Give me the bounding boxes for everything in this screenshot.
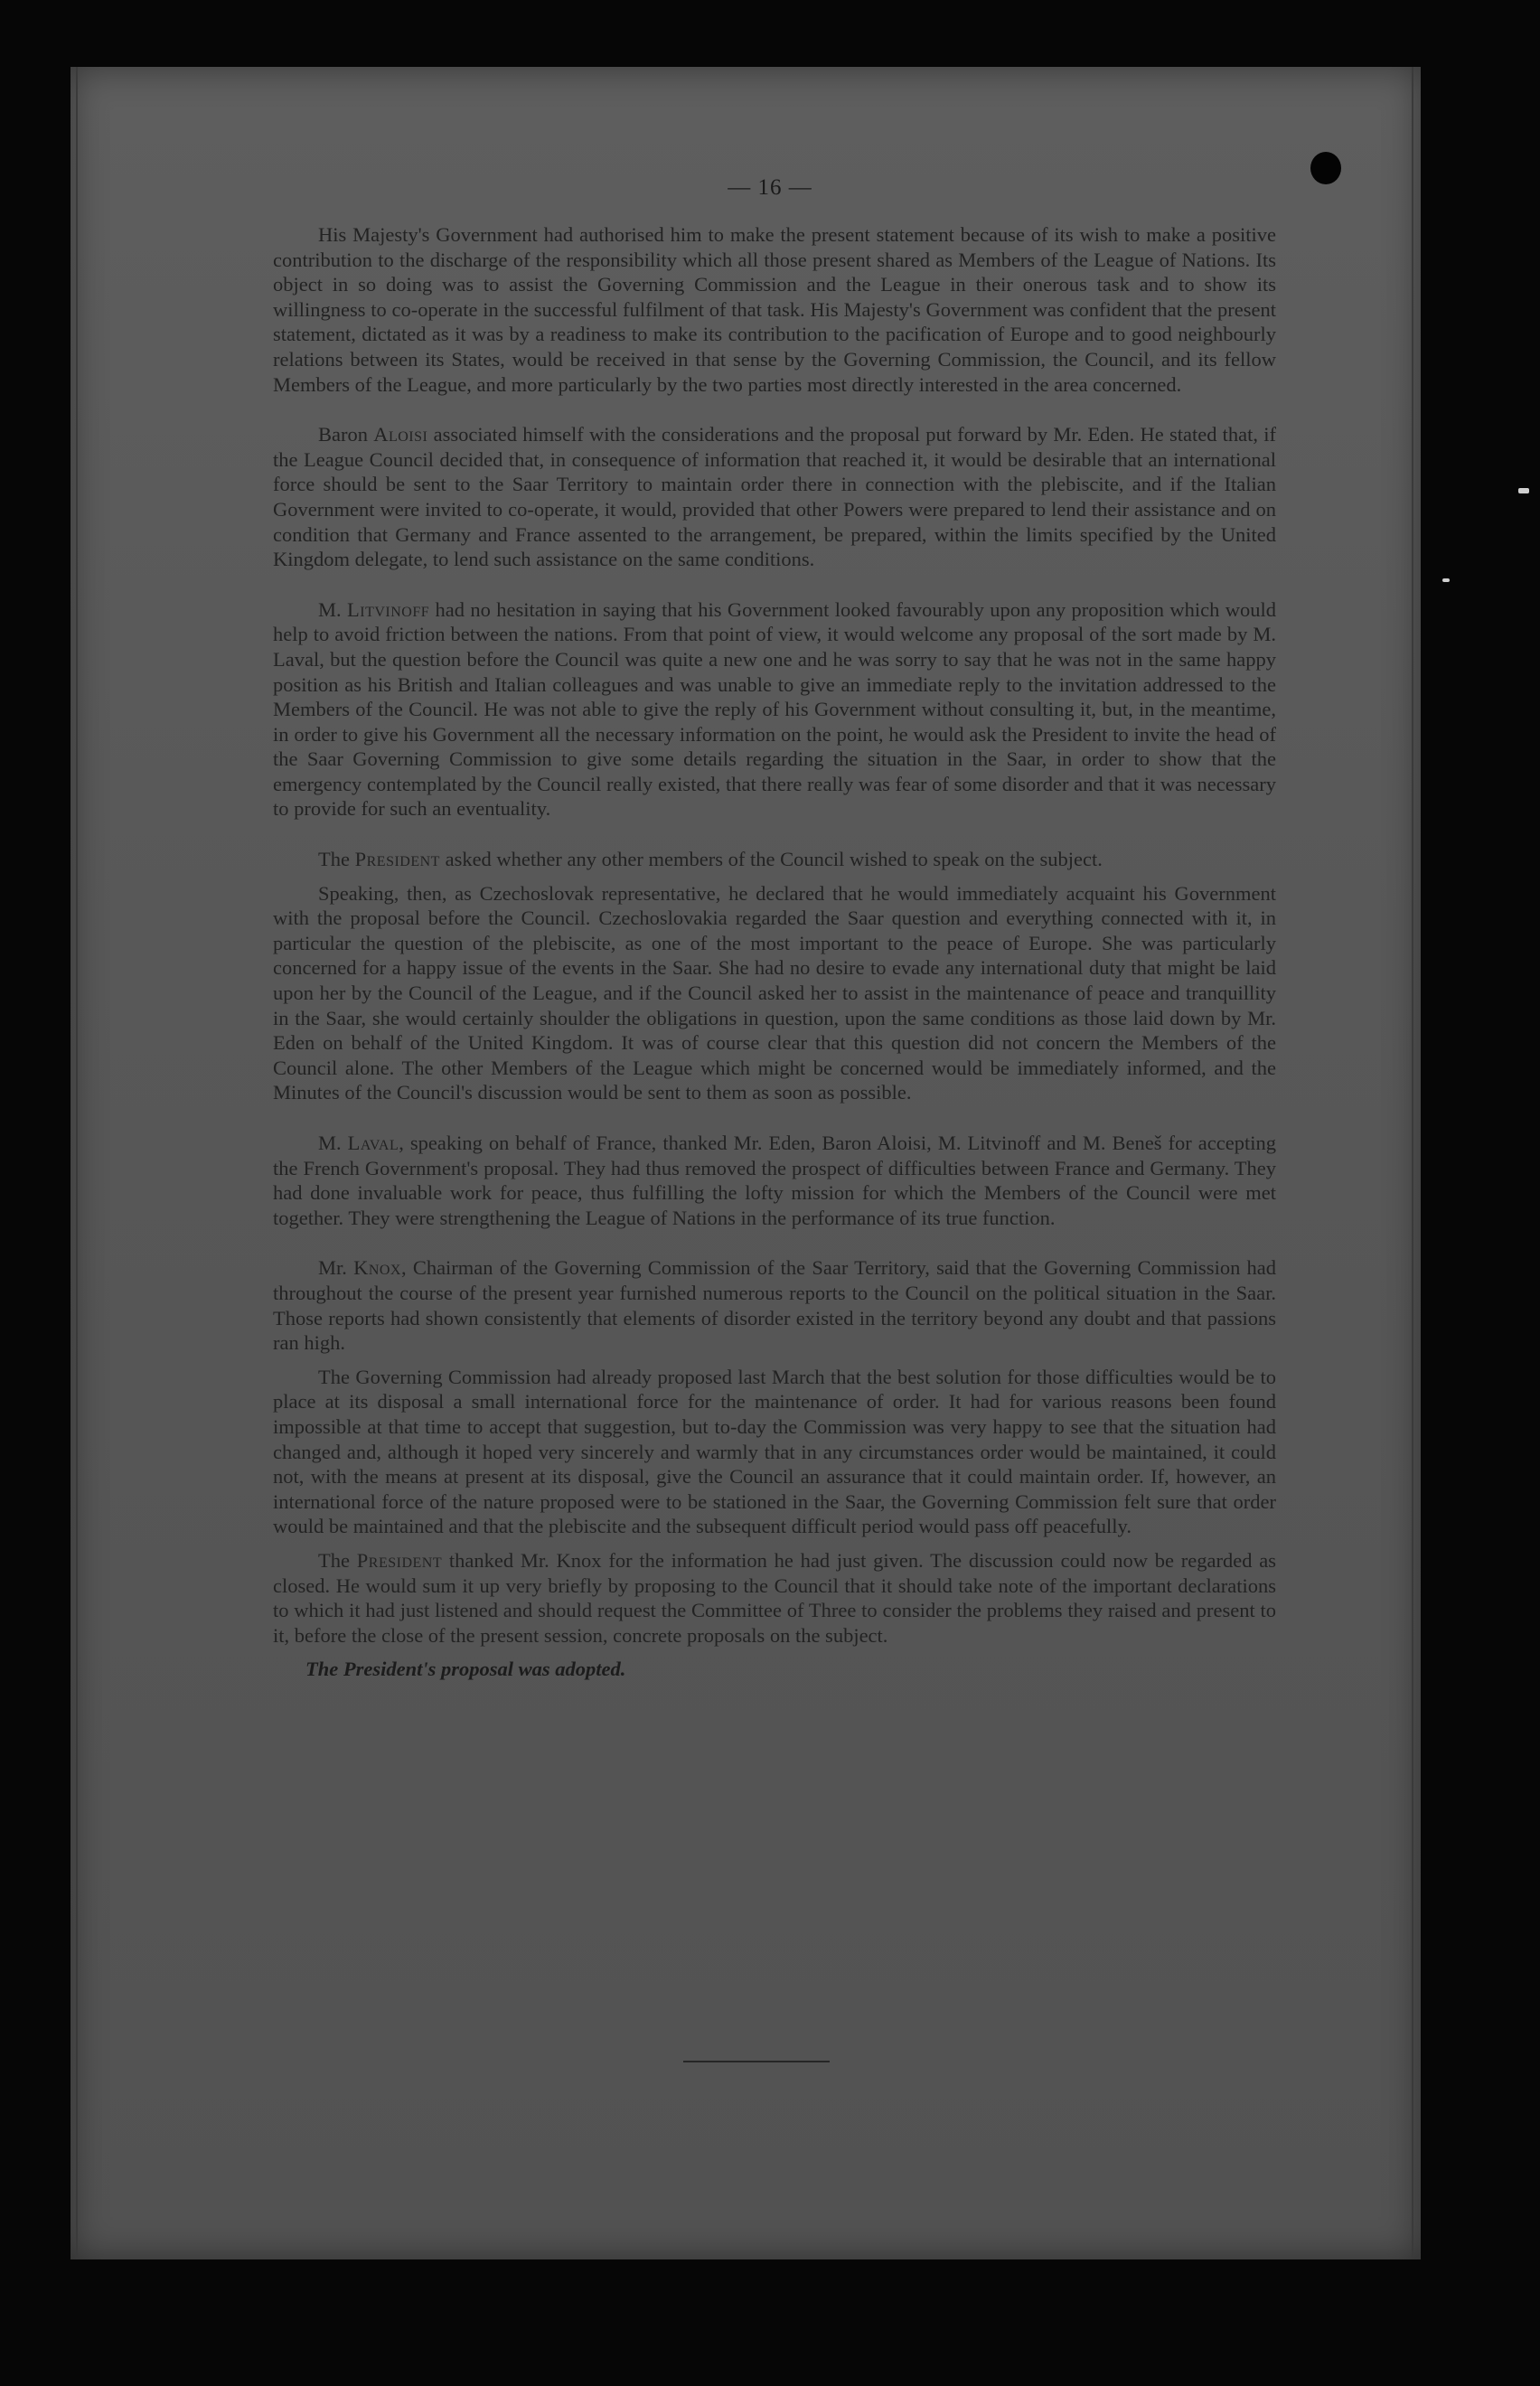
page-left-edge xyxy=(76,67,78,2259)
speaker-name: President xyxy=(356,1548,443,1572)
dust-speck xyxy=(1442,578,1450,582)
paragraph-government-statement: His Majesty's Government had authorised him to make the present statement because of its wish to make a positive contribution to the discharge of the responsibility which all those present shared as Members of the League of Nations. Its object in so doing was to assist the Governing Commission and the League in their onerous task and to show its willingness to co-operate in the successful fulfilment of that task. His Majesty's Government was confident that the present statement, dictated as it was by a readiness to make its contribution to the pacification of Europe and to good neighbourly relations between its States, would be received in that sense by the Governing Commission, the Council, and its fellow Members of the League, and more particularly by the two parties most directly interested in the area concerned. xyxy=(273,223,1276,396)
speaker-name: Knox xyxy=(353,1256,401,1280)
dust-speck xyxy=(1518,488,1529,493)
section-end-rule xyxy=(683,2061,830,2062)
page-right-edge xyxy=(1412,67,1413,2259)
page-number: — 16 — xyxy=(728,175,812,200)
document-body xyxy=(273,222,1276,1682)
paragraph-czechoslovak-statement: Speaking, then, as Czechoslovak representative, he declared that he would immediately acquaint his Government with the proposal before the Council. Czechoslovakia regarded the Saar question and everything connected with it, in particular the question of the plebiscite, as one of the most important to the peace of Europe. She was particularly concerned for a happy issue of the events in the Saar. She had no desire to evade any international duty that might be laid upon her by the Council of the League, and if the Council asked her to assist in the maintenance of peace and tranquillity in the Saar, she would certainly shoulder the obligations in question, upon the same conditions as those laid down by Mr. Eden on behalf of the United Kingdom. It was of course clear that this question did not concern the Members of the Council alone. The other Members of the League which might be concerned would be immediately informed, and the Minutes of the Council's discussion would be sent to them as soon as possible. xyxy=(273,881,1276,1104)
speaker-name: President xyxy=(354,848,440,871)
speaker-name: Laval xyxy=(347,1132,399,1154)
paragraph-president-question: The President asked whether any other members of the Council wished to speak on the subject. xyxy=(318,848,1103,871)
paragraph-president-summary: The President thanked Mr. Knox for the information he had just given. The discussion could now be regarded as closed. He would sum it up very briefly by proposing to the Council that it should take note of the important declarations to which it had just listened and should request the Committee of Three to consider the problems they raised and present to it, before the close of the present session, concrete proposals on the subject. xyxy=(273,1548,1276,1647)
paragraph-laval: M. Laval, speaking on behalf of France, thanked Mr. Eden, Baron Aloisi, M. Litvinoff and M. Beneš for accepting the French Government's proposal. They had thus removed the prospect of difficulties between France and Germany. They had done invaluable work for peace, thus fulfilling the lofty mission for which the Members of the Council were met together. They were strengthening the League of Nations in the performance of its true function. xyxy=(273,1132,1276,1229)
paragraph-aloisi: Baron Aloisi associated himself with the considerations and the proposal put forward by Mr. Eden. He stated that, if the League Council decided that, in consequence of information that reached it, it would be desirable that an international force should be sent to the Saar Territory to maintain order there in connection with the plebiscite, and if the Italian Government were invited to co-operate, it would, provided that other Powers were prepared to lend their assistance and on condition that Germany and France assented to the arrangement, be prepared, within the limits specified by the United Kingdom delegate, to lend such assistance on the same conditions. xyxy=(273,423,1276,571)
speaker-name: Aloisi xyxy=(373,423,428,446)
speaker-name: Litvinoff xyxy=(347,597,430,621)
paragraph-knox: Mr. Knox, Chairman of the Governing Commission of the Saar Territory, said that the Governing Commission had throughout the course of the present year furnished numerous reports to the Council on the political situation in the Saar. Those reports had shown consistently that elements of disorder existed in the territory beyond any doubt and that passions ran high. xyxy=(273,1256,1276,1355)
paragraph-litvinoff: M. Litvinoff had no hesitation in saying that his Government looked favourably upon any proposition which would help to avoid friction between the nations. From that point of view, it would welcome any proposal of the sort made by M. Laval, but the question before the Council was quite a new one and he was sorry to say that he was not in the same happy position as his British and Italian colleagues and was unable to give an immediate reply to the invitation addressed to the Members of the Council. He was not able to give the reply of his Government without consulting it, but, in the meantime, in order to give his Government all the necessary information on the point, he would ask the President to invite the head of the Saar Governing Commission to give some details regarding the situation in the Saar, in order to show that the emergency contemplated by the Council really existed, that there really was fear of some disorder and that it was necessary to provide for such an eventuality. xyxy=(273,597,1276,821)
resolution-adopted: The President's proposal was adopted. xyxy=(305,1658,626,1681)
paragraph-governing-commission: The Governing Commission had already proposed last March that the best solution for those difficulties would be to place at its disposal a small international force for the maintenance of order. It had for various reasons been found impossible at that time to accept that suggestion, but to-day the Commission was very happy to see that the situation had changed and, although it hoped very sincerely and warmly that in any circumstances order would be maintained, it could not, with the means at present at its disposal, give the Council an assurance that it could maintain order. If, however, an international force of the nature proposed were to be stationed in the Saar, the Governing Commission felt sure that order would be maintained and that the plebiscite and the subsequent difficult period would pass off peacefully. xyxy=(273,1365,1276,1538)
